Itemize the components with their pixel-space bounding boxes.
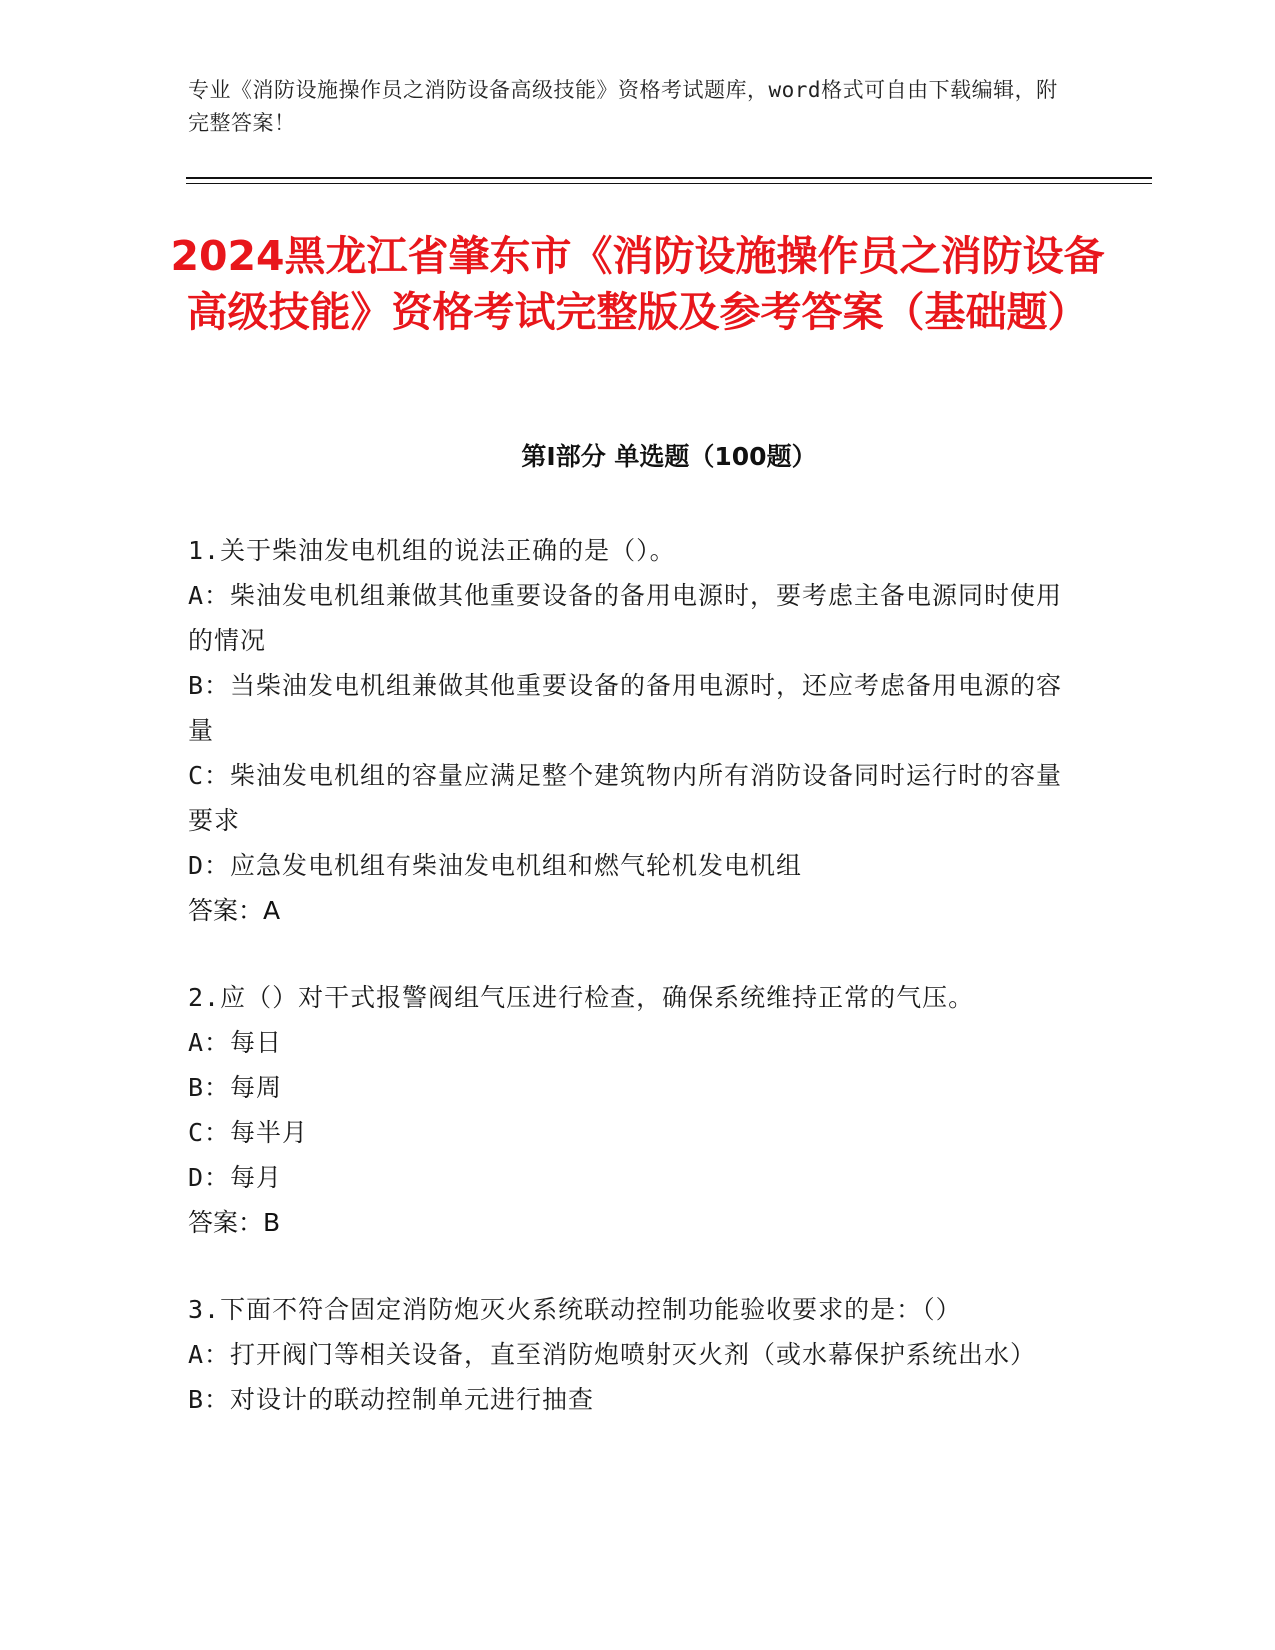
answer: 答案：A bbox=[188, 896, 281, 925]
header-note: 专业《消防设施操作员之消防设备高级技能》资格考试题库，word格式可自由下载编辑，附完整答案！ bbox=[188, 78, 1058, 135]
option-b: B：每周 bbox=[188, 1073, 283, 1102]
document-title: 2024黑龙江省肇东市《消防设施操作员之消防设备高级技能》资格考试完整版及参考答案（基础题） bbox=[170, 232, 1105, 336]
section-title: 第Ⅰ部分 单选题（100题） bbox=[521, 442, 817, 471]
option-b: B：当柴油发电机组兼做其他重要设备的备用电源时，还应考虑备用电源的容量 bbox=[188, 671, 1063, 745]
question-2 bbox=[188, 975, 1088, 1245]
option-a: A：打开阀门等相关设备，直至消防炮喷射灭火剂（或水幕保护系统出水） bbox=[188, 1340, 1037, 1369]
question-stem: 2.应（）对干式报警阀组气压进行检查，确保系统维持正常的气压。 bbox=[188, 983, 975, 1012]
option-d: D：应急发电机组有柴油发电机组和燃气轮机发电机组 bbox=[188, 851, 803, 880]
header-rule-thin bbox=[186, 183, 1152, 184]
question-1 bbox=[188, 528, 1088, 933]
header-rule-thick bbox=[186, 177, 1152, 179]
question-list bbox=[188, 528, 1088, 1464]
answer: 答案：B bbox=[188, 1208, 281, 1237]
question-3 bbox=[188, 1287, 1088, 1422]
option-b: B：对设计的联动控制单元进行抽查 bbox=[188, 1385, 595, 1414]
question-stem: 3.下面不符合固定消防炮灭火系统联动控制功能验收要求的是：（） bbox=[188, 1295, 962, 1324]
question-stem: 1.关于柴油发电机组的说法正确的是（）。 bbox=[188, 536, 676, 565]
option-a: A：柴油发电机组兼做其他重要设备的备用电源时，要考虑主备电源同时使用的情况 bbox=[188, 581, 1063, 655]
option-c: C：每半月 bbox=[188, 1118, 309, 1147]
option-d: D：每月 bbox=[188, 1163, 283, 1192]
option-c: C：柴油发电机组的容量应满足整个建筑物内所有消防设备同时运行时的容量要求 bbox=[188, 761, 1063, 835]
option-a: A：每日 bbox=[188, 1028, 283, 1057]
